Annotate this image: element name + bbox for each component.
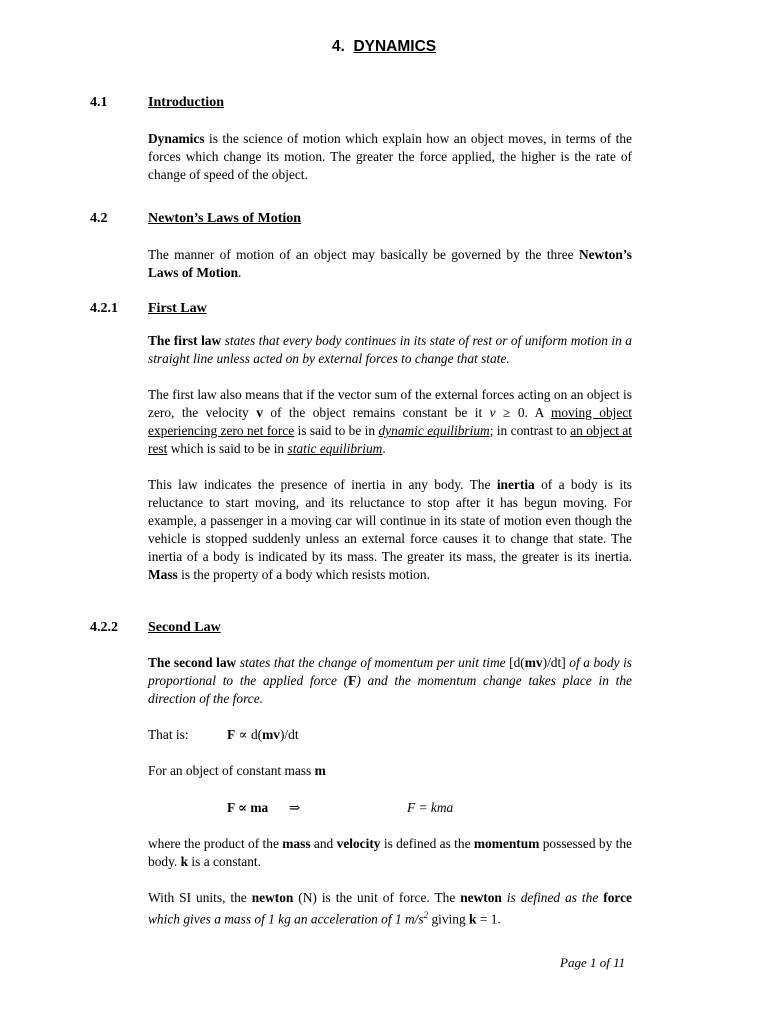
text: and bbox=[310, 836, 337, 851]
momentum-paragraph bbox=[148, 835, 632, 871]
newton-unit-paragraph bbox=[148, 889, 632, 928]
term-dynamics: Dynamics bbox=[148, 131, 205, 146]
text: is a constant. bbox=[188, 853, 261, 869]
text: of the object remains constant be it bbox=[262, 404, 490, 420]
second-law-statement bbox=[148, 654, 632, 708]
text: This law indicates the presence of inertia in any body. The bbox=[148, 477, 497, 492]
section-title-second-law: Second Law bbox=[148, 620, 221, 635]
page-title bbox=[0, 38, 768, 56]
term-mass: mass bbox=[282, 836, 311, 851]
section-number-4-2: 4.2 bbox=[90, 211, 108, 226]
intro-text: is the science of motion which explain how an object moves, in terms of the forces which change its motion. The greater the force applied, the higher is the rate of change of speed of the object. bbox=[148, 131, 632, 182]
formula-part: ∝ d( bbox=[235, 727, 263, 742]
text: states that the change of momentum per unit time bbox=[236, 655, 510, 670]
term-inertia: inertia bbox=[496, 477, 535, 492]
section-number-4-2-1: 4.2.1 bbox=[90, 301, 118, 316]
term-velocity: velocity bbox=[336, 836, 381, 851]
section-number-4-2-2: 4.2.2 bbox=[90, 620, 118, 635]
inertia-paragraph bbox=[148, 476, 632, 583]
term-momentum: momentum bbox=[473, 836, 540, 851]
formula-part: [d( bbox=[509, 655, 525, 670]
equation-f-kma: F = kma bbox=[407, 800, 454, 815]
text: where the product of the bbox=[148, 836, 283, 851]
text: is defined as the bbox=[380, 836, 474, 851]
symbol-k: k bbox=[180, 853, 189, 869]
newtons-laws-paragraph bbox=[148, 246, 632, 282]
first-law-text: states that every body continues in its state of rest or of uniform motion in a straight line unless acted on by external forces to change that state. bbox=[148, 333, 632, 366]
constant-mass-line bbox=[148, 763, 326, 779]
section-number-4-1: 4.1 bbox=[90, 95, 108, 110]
equation-momentum bbox=[227, 727, 299, 743]
chapter-title: DYNAMICS bbox=[353, 38, 437, 55]
implies-arrow: ⇒ bbox=[289, 800, 301, 815]
term-newton: newton bbox=[460, 890, 502, 905]
symbol-force: F bbox=[348, 672, 357, 688]
term-static-equilibrium: static equilibrium bbox=[287, 440, 383, 456]
symbol-mv: mv bbox=[524, 655, 543, 670]
term-newtons-laws: Newton’s Laws of Motion bbox=[148, 247, 632, 280]
text: of a body is proportional to the applied force ( bbox=[148, 655, 633, 688]
text: For an object of constant mass bbox=[148, 763, 315, 778]
text: ) and the momentum change takes place in the direction of the force. bbox=[148, 672, 633, 706]
intro-paragraph bbox=[148, 130, 632, 184]
text: is defined as the bbox=[501, 890, 604, 905]
term-dynamic-equilibrium: dynamic equilibrium bbox=[378, 422, 490, 438]
term-force: force bbox=[603, 890, 632, 905]
symbol-mass: m bbox=[314, 763, 326, 778]
text: giving bbox=[428, 911, 470, 927]
superscript: 2 bbox=[423, 909, 429, 920]
symbol-k: k bbox=[469, 911, 477, 927]
underlined-phrase: moving object experiencing zero net force bbox=[148, 404, 633, 438]
first-law-statement bbox=[148, 332, 632, 368]
symbol-v: v bbox=[489, 404, 496, 420]
text: With SI units, the bbox=[148, 890, 252, 905]
text: ; in contrast to bbox=[489, 422, 571, 438]
text: The first law also means that if the vector sum of the external forces acting on an object is zero, the velocity bbox=[148, 387, 632, 420]
section-title-introduction: Introduction bbox=[148, 95, 224, 110]
text: which gives a mass of 1 kg an acceleration of 1 m/s bbox=[148, 911, 424, 927]
symbol-mv: mv bbox=[262, 727, 280, 742]
underlined-phrase: an object at rest bbox=[148, 422, 632, 456]
symbol-velocity: v bbox=[256, 404, 263, 420]
term-newton: newton bbox=[251, 890, 294, 905]
first-law-explanation bbox=[148, 386, 632, 458]
text: of a body is its reluctance to start moving, and its reluctance to stop after it has begun moving. For example, a passenger in a moving car will continue in its state of motion even though the vehicle is stopped suddenly unless an external force causes it to change that state. The inertia of a body is indicated by its mass. The greater its mass, the greater is its inertia. bbox=[148, 477, 632, 564]
term-first-law: The first law bbox=[148, 333, 222, 348]
formula-part: )/dt bbox=[279, 727, 299, 742]
text: (N) is the unit of force. The bbox=[293, 890, 461, 905]
term-mass: Mass bbox=[148, 566, 178, 582]
laws-text: The manner of motion of an object may basically be governed by the three bbox=[148, 247, 579, 262]
page-number: Page 1 of 11 bbox=[560, 955, 626, 970]
chapter-number: 4. bbox=[331, 38, 345, 55]
text: ≥ 0. A bbox=[495, 404, 551, 420]
term-second-law: The second law bbox=[148, 655, 237, 670]
text: possessed by the body. bbox=[148, 836, 632, 869]
that-is-label: That is: bbox=[148, 727, 189, 742]
laws-text-end: . bbox=[238, 264, 242, 280]
text: which is said to be in bbox=[167, 440, 288, 456]
text: is said to be in bbox=[294, 422, 379, 438]
text: = 1. bbox=[476, 911, 501, 927]
section-title-first-law: First Law bbox=[148, 301, 207, 316]
formula-part: )/dt] bbox=[542, 655, 566, 670]
text: is the property of a body which resists motion. bbox=[177, 566, 430, 582]
section-title-newtons-laws: Newton’s Laws of Motion bbox=[148, 211, 302, 226]
text: . bbox=[382, 440, 386, 456]
equation-f-prop-ma: F ∝ ma bbox=[227, 800, 269, 815]
symbol-force: F bbox=[227, 727, 236, 742]
